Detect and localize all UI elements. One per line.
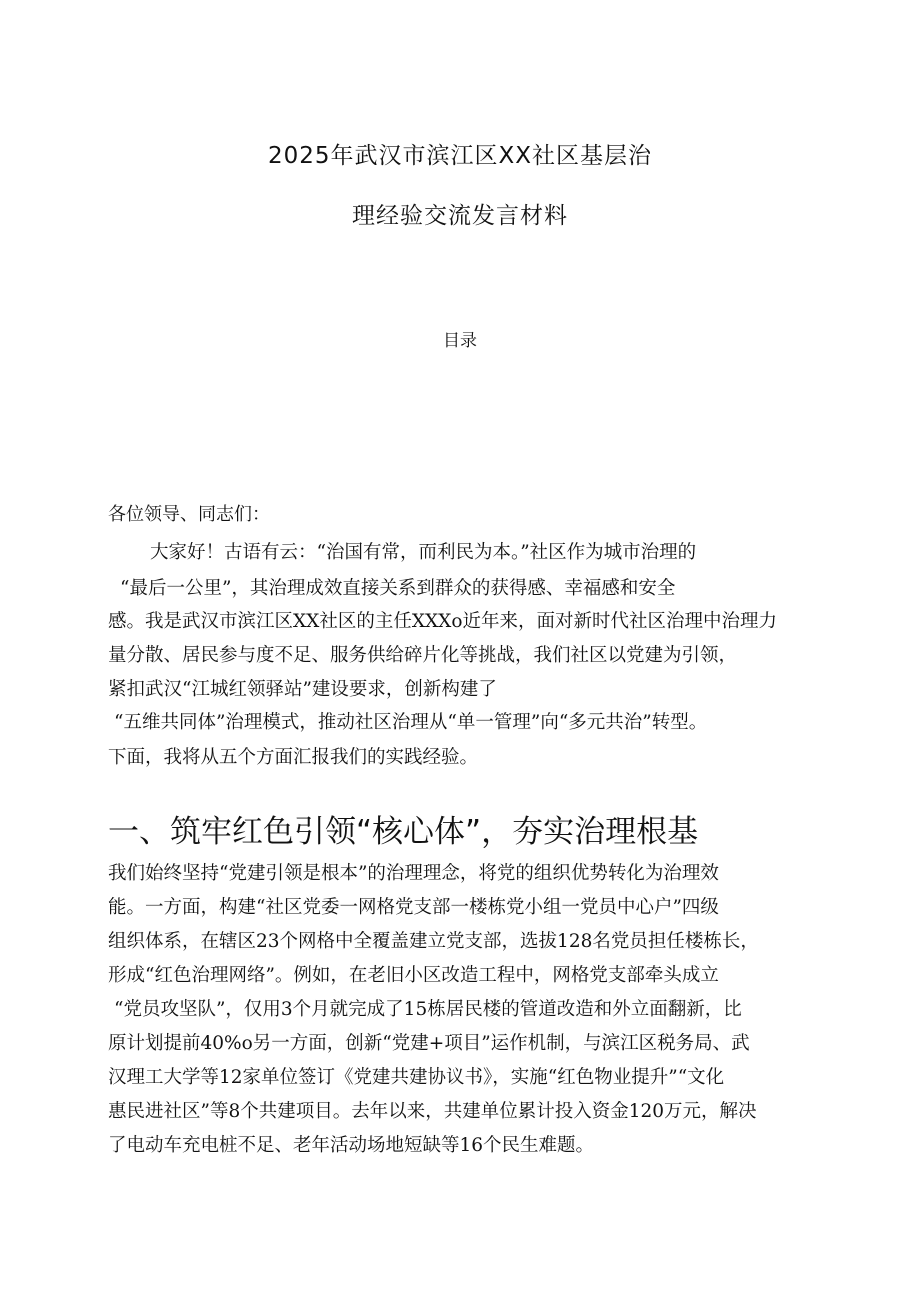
salutation: 各位领导、同志们：: [108, 504, 270, 525]
intro-line: 量分散、居民参与度不足、服务供给碎片化等挑战，我们社区以党建为引领，: [108, 645, 738, 666]
section-1-line: 惠民进社区”等8个共建项目。去年以来，共建单位累计投入资金120万元，解决: [108, 1101, 757, 1122]
section-1-line: 形成“红色治理网络”。例如，在老旧小区改造工程中，网格党支部牵头成立: [108, 965, 719, 986]
document-title-line-1: 2025年武汉市滨江区XX社区基层治: [267, 143, 653, 169]
section-1-heading: 一、筑牢红色引领“核心体”，夯实治理根基: [108, 814, 699, 850]
document-title-line-2: 理经验交流发言材料: [352, 203, 568, 229]
section-1-line: 原计划提前40%o另一方面，创新“党建+项目”运作机制，与滨江区税务局、武: [108, 1033, 750, 1054]
section-1-line: 了电动车充电桩不足、老年活动场地短缺等16个民生难题。: [108, 1135, 595, 1156]
section-1-line: 组织体系，在辖区23个网格中全覆盖建立党支部，选拔128名党员担任楼栋长，: [108, 931, 759, 952]
section-1-line: 汉理工大学等12家单位签订《党建共建协议书》，实施“红色物业提升”“文化: [108, 1067, 725, 1088]
intro-line: “最后一公里”，其治理成效直接关系到群众的获得感、幸福感和安全: [120, 578, 676, 599]
table-of-contents-label: 目录: [443, 331, 477, 351]
section-1-line: “党员攻坚队”，仅用3个月就完成了15栋居民楼的管道改造和外立面翻新，比: [114, 999, 742, 1020]
intro-line: 感。我是武汉市滨江区XX社区的主任XXXo近年来，面对新时代社区治理中治理力: [108, 611, 777, 632]
intro-line: 下面，我将从五个方面汇报我们的实践经验。: [108, 747, 479, 768]
intro-line: “五维共同体”治理模式，推动社区治理从“单一管理”向“多元共治”转型。: [114, 712, 708, 733]
intro-line: 紧扣武汉“江城红领驿站”建设要求，创新构建了: [108, 679, 497, 700]
section-1-line: 我们始终坚持“党建引领是根本”的治理理念，将党的组织优势转化为治理效: [108, 863, 719, 884]
section-1-line: 能。一方面，构建“社区党委一网格党支部一楼栋党小组一党员中心户”四级: [108, 897, 719, 918]
intro-line: 大家好！古语有云：“治国有常，而利民为本。”社区作为城市治理的: [150, 542, 697, 563]
